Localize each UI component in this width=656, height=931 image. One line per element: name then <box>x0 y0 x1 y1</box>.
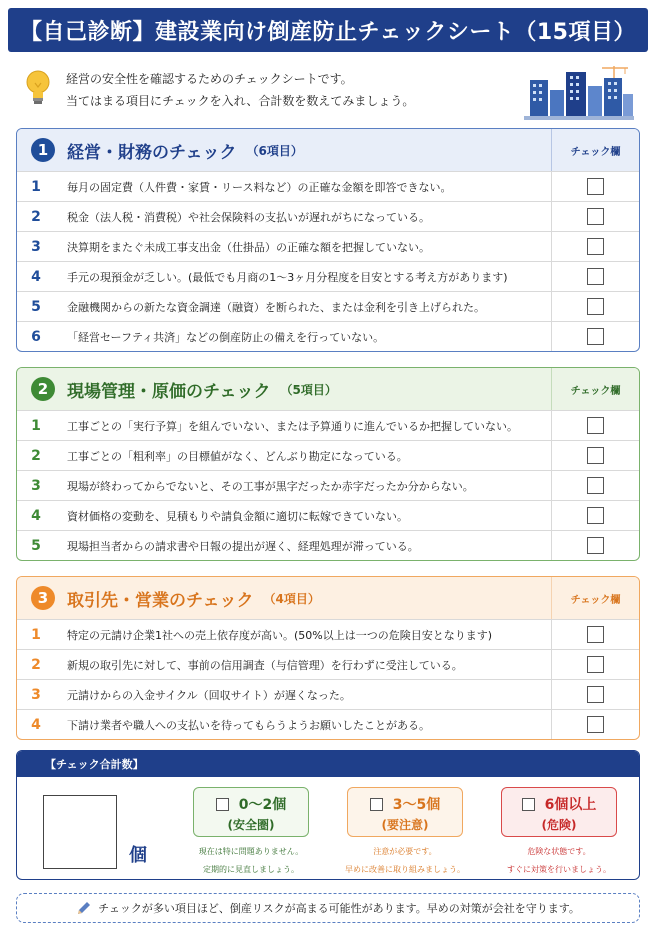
section-item-count: （4項目） <box>263 591 320 606</box>
level-checkbox[interactable] <box>216 798 229 811</box>
checklist-row <box>17 201 639 231</box>
checklist-row <box>17 619 639 649</box>
checkbox[interactable] <box>587 686 604 703</box>
checkbox[interactable] <box>587 417 604 434</box>
row-number: 2 <box>31 208 41 225</box>
level-caution <box>347 787 463 837</box>
section-title: 経営・財務のチェック <box>67 142 237 163</box>
checklist-row <box>17 679 639 709</box>
section-number-badge: 3 <box>31 586 55 610</box>
level-note-danger <box>489 843 629 879</box>
checkbox[interactable] <box>587 328 604 345</box>
row-text: 工事ごとの「粗利率」の目標値がなく、どんぶり勘定になっている。 <box>67 449 408 463</box>
lightbulb-icon <box>24 68 52 108</box>
checkbox[interactable] <box>587 298 604 315</box>
level-note-caution <box>335 843 475 879</box>
total-header: 【チェック合計数】 <box>17 751 639 777</box>
row-number: 4 <box>31 716 41 733</box>
section-number-badge: 1 <box>31 138 55 162</box>
level-checkbox[interactable] <box>370 798 383 811</box>
level-danger <box>501 787 617 837</box>
total-count-input[interactable] <box>43 795 117 869</box>
level-range: 3～5個 <box>392 797 441 813</box>
row-number: 1 <box>31 417 41 434</box>
checklist-row <box>17 709 639 739</box>
checklist-row <box>17 291 639 321</box>
row-number: 1 <box>31 626 41 643</box>
row-text: 資材価格の変動を、見積もりや請負金額に適切に転嫁できていない。 <box>67 509 408 523</box>
row-number: 5 <box>31 298 41 315</box>
checklist-row <box>17 231 639 261</box>
check-column-header: チェック欄 <box>551 129 639 171</box>
footer-text: チェックが多い項目ほど、倒産リスクが高まる可能性があります。早めの対策が会社を守ります。 <box>98 902 580 915</box>
level-note-line: 現在は特に問題ありません。 <box>198 847 304 856</box>
checklist-row <box>17 500 639 530</box>
checkbox[interactable] <box>587 208 604 225</box>
level-note-line: 注意が必要です。 <box>373 847 437 856</box>
row-text: 毎月の固定費（人件費・家賃・リース料など）の正確な金額を即答できない。 <box>67 180 452 194</box>
section-header <box>17 129 639 171</box>
row-number: 3 <box>31 238 41 255</box>
row-text: 特定の元請け企業1社への売上依存度が高い。(50%以上は一つの危険目安となります) <box>67 628 493 642</box>
checkbox[interactable] <box>587 656 604 673</box>
checkbox[interactable] <box>587 477 604 494</box>
section-clients-sales <box>16 576 640 740</box>
checkbox[interactable] <box>587 447 604 464</box>
intro-line-1: 経営の安全性を確認するためのチェックシートです。 <box>66 72 353 86</box>
section-number-badge: 2 <box>31 377 55 401</box>
section-header <box>17 368 639 410</box>
row-text: 税金（法人税・消費税）や社会保険料の支払いが遅れがちになっている。 <box>67 210 430 224</box>
row-text: 現場担当者からの請求書や日報の提出が遅く、経理処理が滞っている。 <box>67 539 419 553</box>
section-header <box>17 577 639 619</box>
section-title: 取引先・営業のチェック <box>67 590 254 611</box>
row-text: 手元の現預金が乏しい。(最低でも月商の1～3ヶ月分程度を目安とする考え方があります) <box>67 270 508 284</box>
city-buildings-icon <box>524 64 634 120</box>
checkbox[interactable] <box>587 537 604 554</box>
checklist-row <box>17 410 639 440</box>
section-finance <box>16 128 640 352</box>
row-text: 現場が終わってからでないと、その工事が黒字だったか赤字だったか分からない。 <box>67 479 474 493</box>
intro <box>24 64 634 120</box>
page-title: 【自己診断】建設業向け倒産防止チェックシート（15項目） <box>8 8 648 52</box>
check-column-header: チェック欄 <box>551 368 639 410</box>
level-note-safe <box>181 843 321 879</box>
checklist-row <box>17 649 639 679</box>
footer-note <box>16 893 640 923</box>
checkbox[interactable] <box>587 716 604 733</box>
row-text: 新規の取引先に対して、事前の信用調査（与信管理）を行わずに受注している。 <box>67 658 463 672</box>
row-number: 2 <box>31 656 41 673</box>
row-text: 下請け業者や職人への支払いを待ってもらうようお願いしたことがある。 <box>67 718 430 732</box>
level-note-line: すぐに対策を行いましょう。 <box>507 865 611 874</box>
section-item-count: （5項目） <box>280 382 337 397</box>
intro-text <box>66 68 414 112</box>
level-checkbox[interactable] <box>522 798 535 811</box>
row-number: 5 <box>31 537 41 554</box>
level-label: (安全圏) <box>227 818 275 832</box>
row-number: 3 <box>31 477 41 494</box>
total-count-panel <box>16 750 640 880</box>
checkbox[interactable] <box>587 626 604 643</box>
section-item-count: （6項目） <box>246 143 303 158</box>
level-label: (要注意) <box>381 818 429 832</box>
row-number: 1 <box>31 178 41 195</box>
checkbox[interactable] <box>587 507 604 524</box>
row-text: 決算期をまたぐ未成工事支出金（仕掛品）の正確な額を把握していない。 <box>67 240 430 254</box>
pencil-icon <box>76 900 92 916</box>
check-column-header: チェック欄 <box>551 577 639 619</box>
checkbox[interactable] <box>587 268 604 285</box>
section-site-management <box>16 367 640 561</box>
checkbox[interactable] <box>587 178 604 195</box>
level-safe <box>193 787 309 837</box>
row-text: 工事ごとの「実行予算」を組んでいない、または予算通りに進んでいるか把握していない。 <box>67 419 518 433</box>
level-range: 6個以上 <box>544 797 597 813</box>
level-label: (危険) <box>541 818 577 832</box>
row-number: 2 <box>31 447 41 464</box>
level-note-line: 危険な状態です。 <box>527 847 591 856</box>
row-text: 元請けからの入金サイクル（回収サイト）が遅くなった。 <box>67 688 351 702</box>
checklist-row <box>17 440 639 470</box>
row-number: 3 <box>31 686 41 703</box>
checklist-row <box>17 171 639 201</box>
checklist-row <box>17 530 639 560</box>
row-number: 4 <box>31 507 41 524</box>
level-note-line: 早めに改善に取り組みましょう。 <box>345 865 465 874</box>
checklist-row <box>17 470 639 500</box>
level-range: 0～2個 <box>238 797 287 813</box>
count-unit-label: 個 <box>129 845 147 866</box>
level-note-line: 定期的に見直しましょう。 <box>203 865 299 874</box>
section-title: 現場管理・原価のチェック <box>67 381 271 402</box>
row-number: 4 <box>31 268 41 285</box>
row-text: 「経営セーフティ共済」などの倒産防止の備えを行っていない。 <box>67 330 385 344</box>
checklist-row <box>17 261 639 291</box>
checkbox[interactable] <box>587 238 604 255</box>
checklist-row <box>17 321 639 351</box>
intro-line-2: 当てはまる項目にチェックを入れ、合計数を数えてみましょう。 <box>66 94 415 108</box>
row-number: 6 <box>31 328 41 345</box>
row-text: 金融機関からの新たな資金調達（融資）を断られた、または金利を引き上げられた。 <box>67 300 485 314</box>
